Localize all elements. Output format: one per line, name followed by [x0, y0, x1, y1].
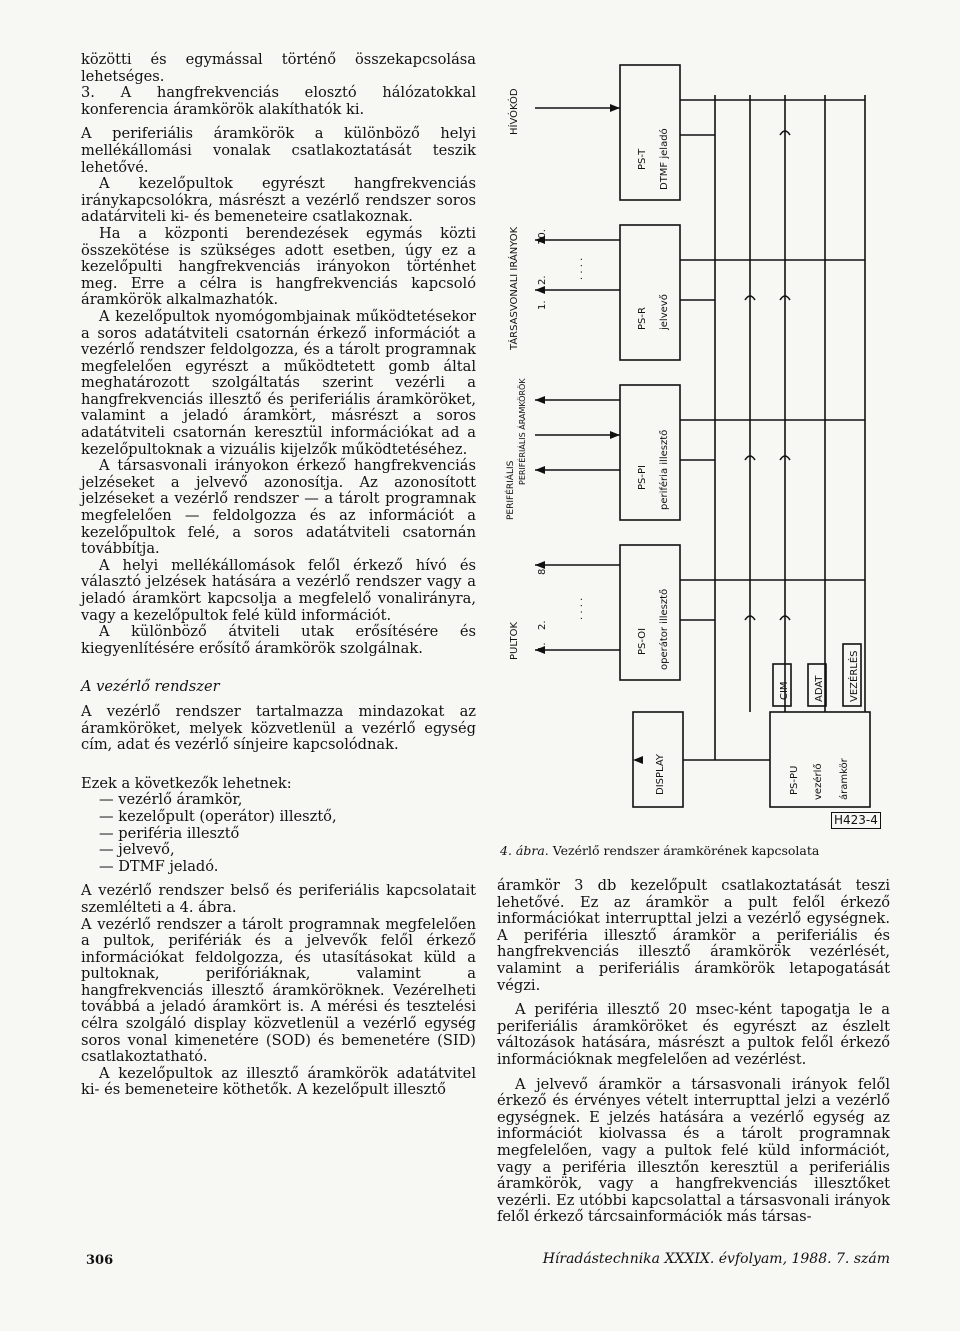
svg-text:periféria illesztő: periféria illesztő — [659, 429, 670, 510]
list-item: — jelvevő, — [99, 841, 175, 859]
svg-text:VEZÉRLÉS: VEZÉRLÉS — [849, 650, 860, 702]
label-hivokod: HÍVÓKÓD — [509, 88, 520, 135]
bullet-list — [81, 792, 476, 875]
svg-text:jelvevő: jelvevő — [659, 294, 670, 330]
paragraph: A jelvevő áramkör a társasvonali irányok felől érkező és érvényes vételt interrupttal jelzi a vezérlő egységnek. E jelzés hatására a vezérlő egység az információt kiolvassa és a tárolt programnak megfelelően, vagy a pultok felé küld információt, vagy a periféria illesztőn keresztül a periferiális áramkörök, vagy a hangfrekvenciás illesztőket vezérli. Ez utóbbi kapcsolattal a társasvonali irányok felől érkező tárcsainformációk más társas- — [497, 1075, 890, 1226]
figure-caption — [500, 843, 900, 858]
svg-text:1.: 1. — [537, 300, 548, 310]
paragraph: 3. A hangfrekvenciás elosztó hálózatokkal konferencia áramkörök alakíthatók ki. — [81, 84, 476, 118]
paragraph: A vezérlő rendszer belső és periferiális kapcsolatait szemlélteti a 4. ábra. — [81, 882, 476, 916]
svg-text:ADAT: ADAT — [814, 675, 825, 702]
paragraph: A helyi mellékállomások felől érkező hívó és választó jelzések hatására a vezérlő rendszer vagy a jeladó áramkört kapcsolja a megfelelő vonalirányra, vagy a kezelőpultok felé küld információt. — [81, 556, 476, 624]
svg-text:10.: 10. — [537, 229, 548, 245]
ps-t-block — [620, 65, 680, 200]
svg-text:CIM: CIM — [779, 681, 790, 700]
label-periferialis: PERIFÉRIÁLIS ÁRAMKÖRÖK — [518, 378, 527, 485]
svg-text:áramkör: áramkör — [839, 758, 850, 800]
svg-text:1.: 1. — [537, 642, 548, 652]
paragraph: Ha a központi berendezések egymás közti összekötése is szükséges adott esetben, úgy ez a kezelőpulti hangfrekvenciás irányokon történhet meg. Erre a célra is hangfrekvenciás kapcsoló áramkörök alkalmazhatók. — [81, 224, 476, 309]
journal-footer: Híradástechnika XXXIX. évfolyam, 1988. 7. szám — [542, 1251, 890, 1267]
paragraph: A vezérlő rendszer tartalmazza mindazokat az áramköröket, melyek közvetlenül a vezérlő egység cím, adat és vezérlő sínjeire kapcsolódnak. — [81, 702, 476, 754]
svg-text:2.: 2. — [537, 275, 548, 285]
svg-text:PS-PI: PS-PI — [637, 465, 648, 490]
figure-label: H423-4 — [831, 812, 881, 829]
ps-oi-block — [620, 545, 680, 680]
svg-text:PS-PU: PS-PU — [789, 765, 800, 795]
paragraph: A kezelőpultok nyomógombjainak működtetésekor a soros adatátviteli csatornán érkező információt a vezérlő rendszer feldolgozza, és a tárolt programnak megfelelően egyrészt a működtetett gomb által meghatározott szolgáltatás szerint vezérli a hangfrekvenciás illesztő és periferiális áramköröket, valamint a jeladó áramkört, másrészt a soros adatátviteli csatornán keresztül információkat ad a kezelőpultoknak a vizuális kijelzők működtetéséhez. — [81, 307, 476, 458]
svg-text:· · · ·: · · · · — [577, 257, 588, 280]
label-periferialis-1: PERIFÉRIÁLIS — [506, 460, 516, 520]
svg-text:PS-T: PS-T — [637, 148, 648, 170]
section-heading: A vezérlő rendszer — [81, 678, 220, 696]
svg-text:PS-R: PS-R — [637, 307, 648, 330]
figure-caption-text: Vezérlő rendszer áramkörének kapcsolata — [552, 843, 820, 858]
ps-r-block — [620, 225, 680, 360]
paragraph: A kezelőpultok az illesztő áramkörök adatátvitel ki- és bemeneteire köthetők. A kezelőpult illesztő — [81, 1064, 476, 1099]
svg-text:8.: 8. — [537, 565, 548, 575]
list-item: — periféria illesztő — [99, 824, 240, 842]
list-item: — DTMF jeladó. — [99, 857, 219, 875]
svg-text:2.: 2. — [537, 620, 548, 630]
paragraph: közötti és egymással történő összekapcsolása lehetséges. — [81, 51, 476, 85]
svg-text:DTMF jeladó: DTMF jeladó — [659, 128, 670, 190]
block-diagram — [495, 40, 915, 840]
paragraph: A periferiális áramkörök a különböző helyi mellékállomási vonalak csatlakoztatását teszik lehetővé. — [81, 125, 476, 176]
svg-text:DISPLAY: DISPLAY — [655, 753, 666, 795]
svg-text:· · · ·: · · · · — [577, 597, 588, 620]
list-item: — vezérlő áramkör, — [99, 791, 243, 809]
svg-text:PS-OI: PS-OI — [637, 627, 648, 655]
right-column — [497, 878, 890, 1226]
figure-number: 4. ábra. — [500, 843, 549, 858]
ps-pi-block — [620, 385, 680, 520]
left-column — [81, 52, 476, 1099]
svg-text:operátor illesztő: operátor illesztő — [659, 588, 670, 670]
paragraph: A kezelőpultok egyrészt hangfrekvenciás iránykapcsolókra, másrészt a vezérlő rendszer soros adatárviteli ki- és bemeneteire csatlakoznak. — [81, 175, 476, 226]
list-item: — kezelőpult (operátor) illesztő, — [99, 807, 337, 825]
paragraph: A különböző átviteli utak erősítésére és kiegyenlítésére erősítő áramkörök szolgálnak. — [81, 623, 476, 657]
svg-text:vezérlő: vezérlő — [813, 763, 824, 800]
paragraph: áramkör 3 db kezelőpult csatlakoztatását teszi lehetővé. Ez az áramkör a pult felől érkező információkat interrupttal jelzi a vezérlő egységnek. A periféria illesztő áramkör a periferiális és hangfrekvenciás illesztő áramkörök vezérlését, valamint a periferiális áramkörök letapogatását végzi. — [497, 877, 890, 994]
paragraph: A társasvonali irányokon érkező hangfrekvenciás jelzéseket a jelvevő azonosítja. Az azonosított jelzéseket a vezérlő rendszer — a tárolt programnak megfelelően — feldolgozza és az információt a kezelőpultok felé, a soros adatátviteli csatornán továbbítja. — [81, 457, 476, 558]
label-pultok: PULTOK — [509, 621, 520, 660]
label-tarsasvonali: TÁRSASVONALI IRÁNYOK — [509, 226, 520, 350]
paragraph: Ezek a következők lehetnek: — [81, 774, 292, 792]
paragraph: A periféria illesztő 20 msec-ként tapogatja le a periferiális áramköröket és egyrészt az észlelt változások hatására, másrészt a pultok felől érkező információknak megfelelően ad vezérlést. — [497, 1001, 890, 1068]
paragraph: A vezérlő rendszer a tárolt programnak megfelelően a pultok, perifériák és a jelvevők felől érkező információkat feldolgozza, és utasításokat küld a pultoknak, perifóriáknak, valamint a hangfrekvenciás illesztő áramköröknek. Vezérelheti továbbá a jeladó áramkört is. A mérési és tesztelési célra szolgáló display közvetlenül a vezérlő egység soros vonal kimenetére (SOD) és bemenetére (SID) csatlakoztatható. — [81, 915, 476, 1066]
page-number: 306 — [86, 1253, 114, 1268]
